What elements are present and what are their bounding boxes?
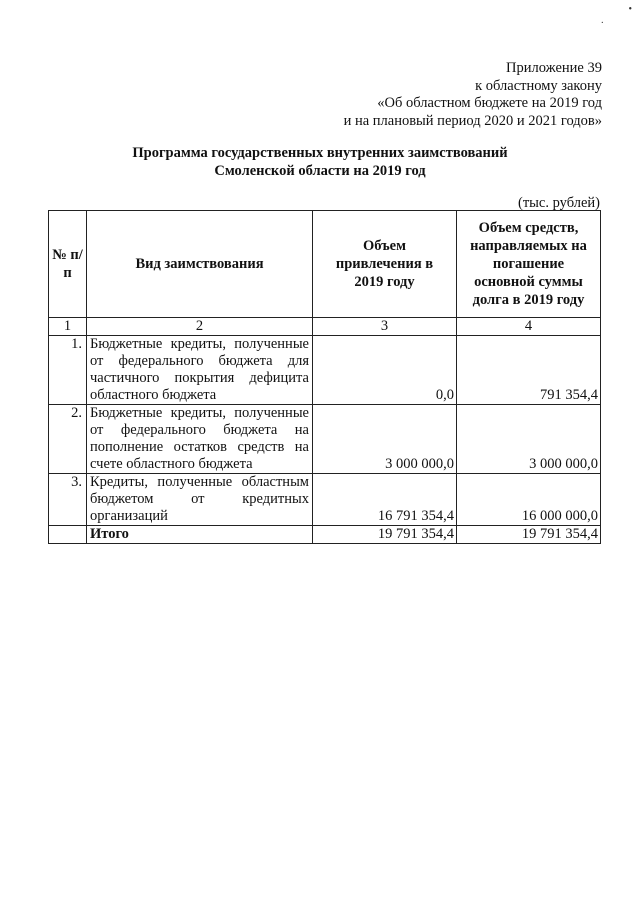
row-number: 1.	[49, 336, 87, 405]
title-line: Программа государственных внутренних заимствований	[132, 145, 508, 161]
column-number-row	[49, 318, 601, 336]
scan-speck: •	[628, 4, 632, 15]
total-label: Итого	[87, 526, 313, 544]
appendix-header	[344, 60, 602, 130]
header-repay: Объем средств, направляемых на погашение основной суммы долга в 2019 году	[457, 211, 601, 318]
row-repay: 3 000 000,0	[457, 405, 601, 474]
total-repay: 19 791 354,4	[457, 526, 601, 544]
row-repay: 16 000 000,0	[457, 474, 601, 526]
header-num: № п/п	[49, 211, 87, 318]
table-row	[49, 405, 601, 474]
total-row	[49, 526, 601, 544]
row-attract: 0,0	[313, 336, 457, 405]
row-number: 2.	[49, 405, 87, 474]
col-number: 2	[87, 318, 313, 336]
total-num-cell	[49, 526, 87, 544]
row-number: 3.	[49, 474, 87, 526]
document-title	[0, 145, 640, 180]
col-number: 1	[49, 318, 87, 336]
row-kind: Бюджетные кредиты, полученные от федерального бюджета на пополнение остатков средств на счете областного бюджета	[87, 405, 313, 474]
title-line: Смоленской области на 2019 год	[214, 162, 426, 179]
appendix-line: к областному закону	[475, 77, 602, 94]
col-number: 3	[313, 318, 457, 336]
appendix-line: и на плановый период 2020 и 2021 годов»	[343, 112, 602, 129]
table-row	[49, 474, 601, 526]
header-row	[49, 211, 601, 318]
header-kind: Вид заимствования	[87, 211, 313, 318]
appendix-line: Приложение 39	[506, 60, 602, 76]
appendix-line: «Об областном бюджете на 2019 год	[377, 95, 602, 111]
table-row	[49, 336, 601, 405]
units-label: (тыс. рублей)	[518, 195, 600, 211]
col-number: 4	[457, 318, 601, 336]
row-attract: 3 000 000,0	[313, 405, 457, 474]
total-attract: 19 791 354,4	[313, 526, 457, 544]
header-attract: Объем привлечения в 2019 году	[313, 211, 457, 318]
row-kind: Кредиты, полученные областным бюджетом от кредитных организаций	[87, 474, 313, 526]
row-attract: 16 791 354,4	[313, 474, 457, 526]
row-kind: Бюджетные кредиты, полученные от федерального бюджета для частичного покрытия дефицита областного бюджета	[87, 336, 313, 405]
borrowing-table	[48, 210, 601, 544]
row-repay: 791 354,4	[457, 336, 601, 405]
scan-speck: ·	[600, 18, 604, 29]
